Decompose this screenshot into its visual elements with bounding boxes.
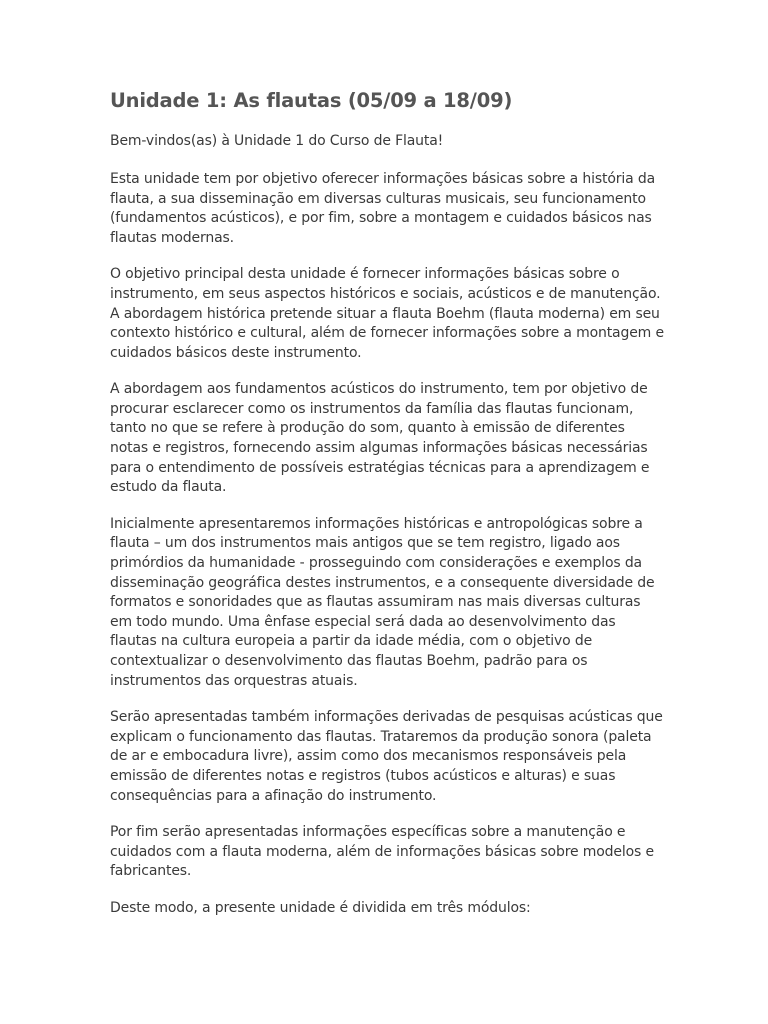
paragraph-maintenance: Por fim serão apresentadas informações específicas sobre a manutenção e cuidados com a flauta moderna, além de informações básicas sobre modelos e fabricantes. — [110, 824, 654, 880]
paragraph-acoustic-research: Serão apresentadas também informações derivadas de pesquisas acústicas que explicam o funcionamento das flautas. Trataremos da produção sonora (paleta de ar e embocadura livre), assim como dos mecanismos responsáveis pela emissão de diferentes notas e registros (tubos acústicos e alturas) e suas consequências para a afinação do instrumento. — [110, 709, 663, 804]
paragraph-unit-objective: Esta unidade tem por objetivo oferecer informações básicas sobre a história da flauta, a sua disseminação em diversas culturas musicais, seu funcionamento (fundamentos acústicos), e por fim, sobre a montagem e cuidados básicos nas flautas modernas. — [110, 170, 655, 246]
paragraph-welcome: Bem-vindos(as) à Unidade 1 do Curso de Flauta! — [110, 133, 444, 150]
page-title: Unidade 1: As flautas (05/09 a 18/09) — [110, 89, 513, 112]
paragraph-main-objective: O objetivo principal desta unidade é fornecer informações básicas sobre o instrumento, em seus aspectos históricos e sociais, acústicos e de manutenção. A abordagem histórica pretende situar a flauta Boehm (flauta moderna) em seu contexto histórico e cultural, além de fornecer informações sobre a montagem e cuidados básicos deste instrumento. — [110, 266, 664, 361]
paragraph-acoustic-approach: A abordagem aos fundamentos acústicos do instrumento, tem por objetivo de procurar esclarecer como os instrumentos da família das flautas funcionam, tanto no que se refere à produção do som, quanto à emissão de diferentes notas e registros, fornecendo assim algumas informações básicas necessárias para o entendimento de possíveis estratégias técnicas para a aprendizagem e estudo da flauta. — [110, 381, 650, 496]
paragraph-history: Inicialmente apresentaremos informações históricas e antropológicas sobre a flauta – um dos instrumentos mais antigos que se tem registro, ligado aos primórdios da humanidade - prosseguindo com considerações e exemplos da disseminação geográfica destes instrumentos, e a consequente diversidade de formatos e sonoridades que as flautas assumiram nas mais diversas culturas em todo mundo. Uma ênfase especial será dada ao desenvolvimento das flautas na cultura europeia a partir da idade média, com o objetivo de contextualizar o desenvolvimento das flautas Boehm, padrão para os instrumentos das orquestras atuais. — [110, 515, 655, 689]
paragraph-modules-intro: Deste modo, a presente unidade é dividida em três módulos: — [110, 899, 531, 916]
document-page — [110, 88, 665, 936]
